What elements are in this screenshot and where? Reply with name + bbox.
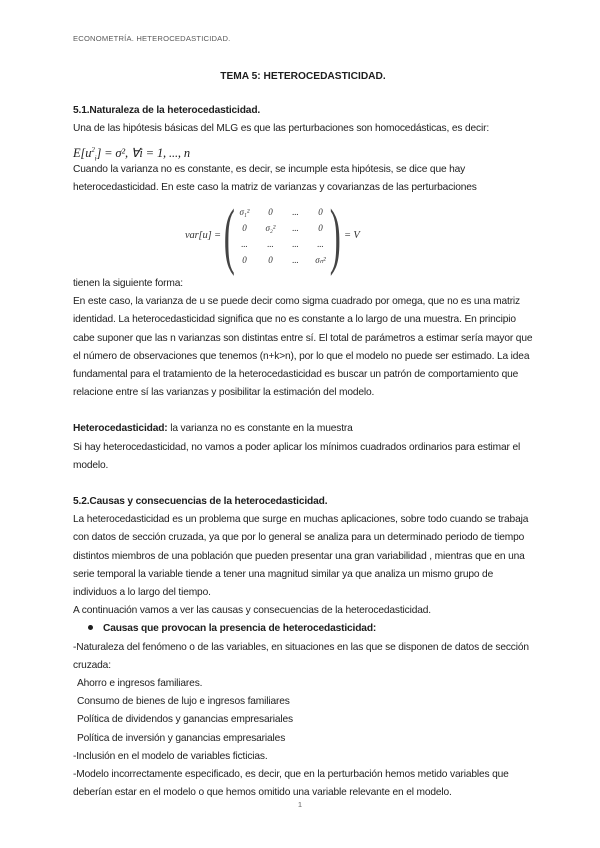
section-heading-5-1: 5.1.Naturaleza de la heterocedasticidad. bbox=[73, 105, 261, 117]
matrix-cell: ... bbox=[292, 207, 299, 218]
formula-sup: 2 bbox=[91, 145, 95, 154]
matrix-grid bbox=[231, 205, 333, 267]
paragraph: Cuando la varianza no es constante, es decir, se incumple esta hipótesis, se dice que hay heterocedasticidad. En este caso la matriz de varianzas y covarianzas de las perturbaciones bbox=[73, 163, 477, 193]
matrix-cell: σ₂² bbox=[265, 223, 276, 234]
bullet-icon bbox=[88, 625, 93, 630]
running-header: ECONOMETRÍA. HETEROCEDASTICIDAD. bbox=[73, 34, 231, 43]
list-item: Política de inversión y ganancias empresariales bbox=[77, 732, 286, 744]
matrix-cell: ... bbox=[241, 239, 248, 250]
paragraph: Si hay heterocedasticidad, no vamos a poder aplicar los mínimos cuadrados ordinarios para estimar el modelo. bbox=[73, 441, 521, 471]
bullet-item bbox=[73, 620, 533, 638]
paragraph: -Modelo incorrectamente especificado, es decir, que en la perturbación hemos metido variables que deberían estar en el modelo o que hemos omitido una variable relevante en el modelo. bbox=[73, 769, 509, 799]
matrix-cell: 0 bbox=[268, 255, 273, 266]
matrix-cell: 0 bbox=[318, 207, 323, 218]
paragraph: La heterocedasticidad es un problema que surge en muchas aplicaciones, sobre todo cuando se trabaja con datos de sección cruzada, ya que por lo general se analiza para un determinado periodo de tiempo distintos miembros de una población que pueden presentar una gran variabilidad , mientras que en una serie temporal la variable tiende a tener una magnitud similar ya que analiza un mismo grupo de individuos a lo largo del tiempo. bbox=[73, 514, 529, 599]
bullet-text: Causas que provocan la presencia de heterocedasticidad: bbox=[103, 623, 377, 635]
paragraph: Una de las hipótesis básicas del MLG es que las perturbaciones son homocedásticas, es decir: bbox=[73, 123, 490, 135]
left-paren: ( bbox=[223, 195, 235, 278]
matrix-cell: σₙ² bbox=[315, 255, 326, 266]
matrix-cell: 0 bbox=[242, 255, 247, 266]
matrix-cell: 0 bbox=[268, 207, 273, 218]
matrix-rhs: = V bbox=[343, 229, 360, 241]
homoscedasticity-formula bbox=[73, 139, 533, 161]
list-item: Consumo de bienes de lujo e ingresos familiares bbox=[77, 696, 290, 708]
paragraph: A continuación vamos a ver las causas y consecuencias de la heterocedasticidad. bbox=[73, 605, 431, 617]
matrix-cell: 0 bbox=[318, 223, 323, 234]
spacer bbox=[73, 475, 533, 493]
matrix-lhs: var[u] = bbox=[185, 229, 221, 241]
formula-lhs: E[u bbox=[73, 145, 92, 160]
matrix-cell: σ₁² bbox=[239, 207, 250, 218]
list-item: Ahorro e ingresos familiares. bbox=[77, 678, 203, 690]
definition-term: Heterocedasticidad: bbox=[73, 423, 168, 435]
matrix-cell: ... bbox=[267, 239, 274, 250]
formula-sub: i bbox=[94, 154, 97, 163]
section-heading-5-2: 5.2.Causas y consecuencias de la heterocedasticidad. bbox=[73, 496, 328, 508]
paragraph: -Naturaleza del fenómeno o de las variables, en situaciones en las que se disponen de datos de sección cruzada: bbox=[73, 641, 529, 671]
matrix bbox=[223, 195, 342, 278]
definition-text: la varianza no es constante en la muestra bbox=[167, 423, 353, 435]
right-paren: ) bbox=[330, 195, 342, 278]
list-item: Política de dividendos y ganancias empresariales bbox=[77, 714, 293, 726]
matrix-cell: 0 bbox=[242, 223, 247, 234]
document-title: TEMA 5: HETEROCEDASTICIDAD. bbox=[220, 71, 386, 82]
page-number: 1 bbox=[297, 800, 303, 809]
matrix-cell: ... bbox=[292, 239, 299, 250]
spacer bbox=[73, 402, 533, 420]
matrix-cell: ... bbox=[317, 239, 324, 250]
document-body bbox=[73, 68, 533, 803]
paragraph: -Inclusión en el modelo de variables ficticias. bbox=[73, 750, 268, 762]
definition bbox=[73, 420, 533, 438]
matrix-cell: ... bbox=[292, 255, 299, 266]
covariance-matrix-formula bbox=[185, 195, 533, 278]
paragraph: tienen la siguiente forma: bbox=[73, 278, 183, 290]
matrix-cell: ... bbox=[292, 223, 299, 234]
formula-rhs: ] = σ², ∀i = 1, ..., n bbox=[96, 145, 190, 160]
paragraph: En este caso, la varianza de u se puede decir como sigma cuadrado por omega, que no es una matriz identidad. La heterocedasticidad significa que no es constante a lo largo de una muestra. En principio cabe suponer que las n varianzas son distintas entre sí. El total de parámetros a estimar sería mayor que el número de observaciones que tenemos (n+k>n), por lo que el modelo no puede ser estimado. La idea fundamental para el tratamiento de la heterocedasticidad es buscar un patrón de comportamiento que relacione entre sí las varianzas y posibilitar la estimación del modelo. bbox=[73, 296, 533, 399]
